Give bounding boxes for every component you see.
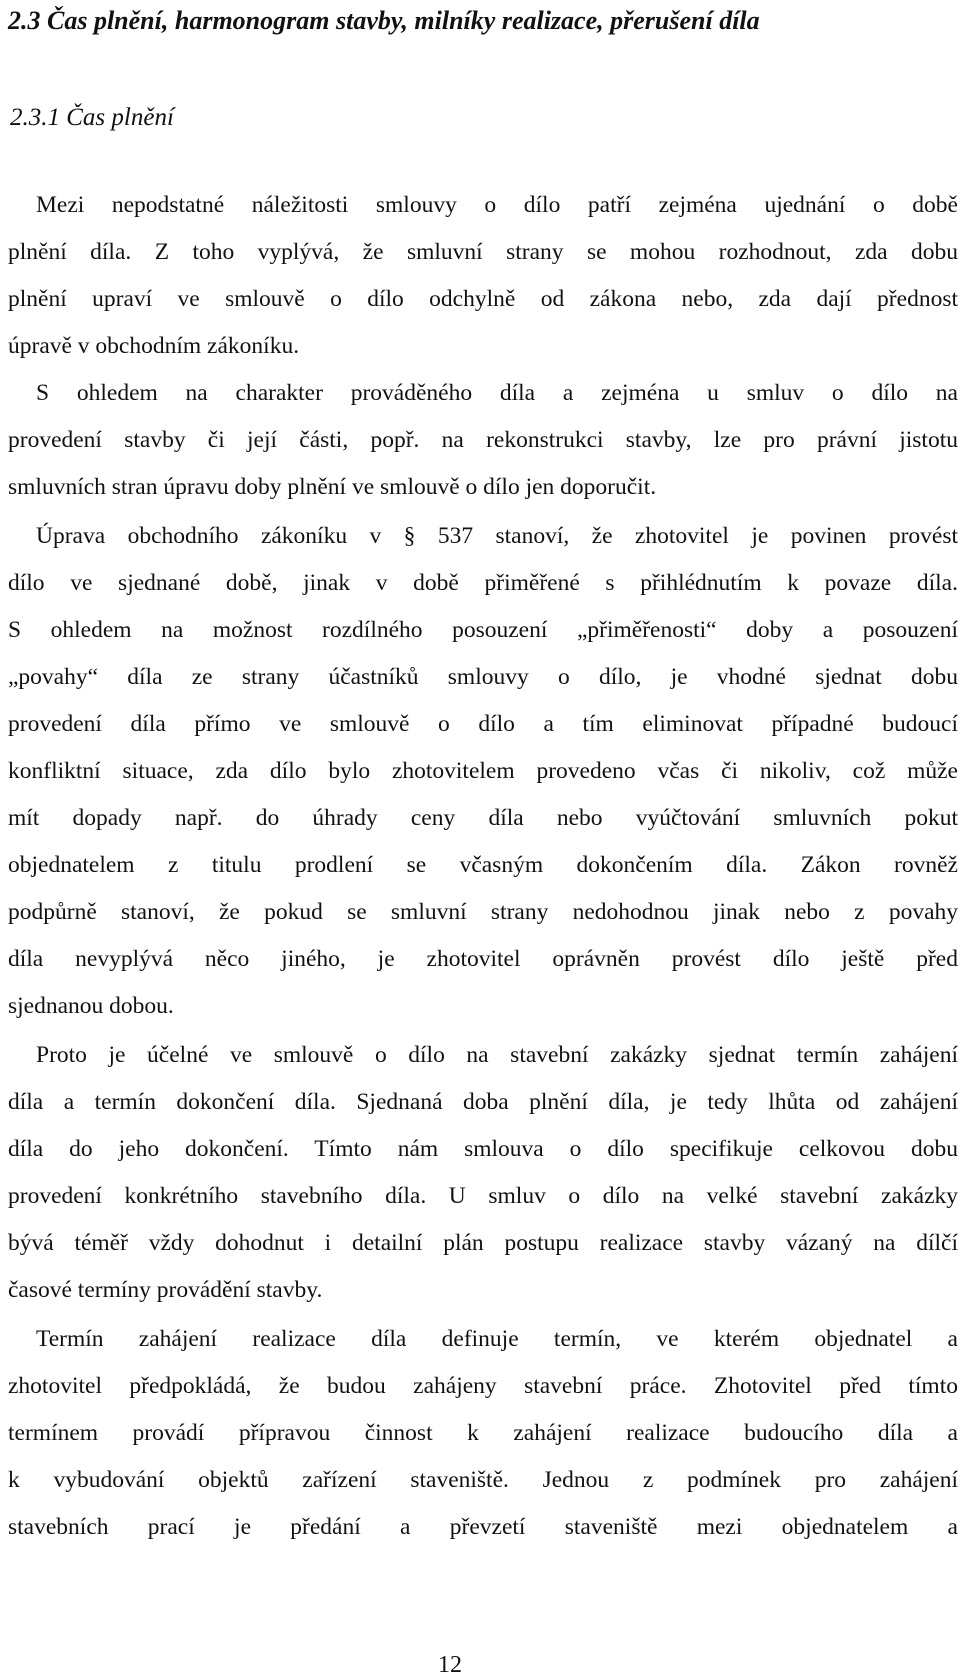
text-line: S ohledem na charakter prováděného díla a zejména u smluv o dílo na [36,380,958,406]
text-line: díla a termín dokončení díla. Sjednaná doba plnění díla, je tedy lhůta od zahájení [8,1089,958,1115]
text-line: provedení stavby či její části, popř. na rekonstrukci stavby, lze pro právní jistotu [8,427,958,453]
text-line: úpravě v obchodním zákoníku. [8,333,300,359]
text-line: plnění upraví ve smlouvě o dílo odchylně od zákona nebo, zda dají přednost [8,286,958,312]
text-line: smluvních stran úpravu doby plnění ve smlouvě o dílo jen doporučit. [8,474,657,500]
text-line: dílo ve sjednané době, jinak v době přiměřené s přihlédnutím k povaze díla. [8,570,958,596]
text-line: podpůrně stanoví, že pokud se smluvní strany nedohodnou jinak nebo z povahy [8,899,958,925]
text-line: stavebních prací je předání a převzetí staveniště mezi objednatelem a [8,1514,958,1540]
page-number: 12 [438,1652,462,1678]
text-line: mít dopady např. do úhrady ceny díla nebo vyúčtování smluvních pokut [8,805,958,831]
text-line: k vybudování objektů zařízení staveniště. Jednou z podmínek pro zahájení [8,1467,958,1493]
subsection-heading: 2.3.1 Čas plnění [10,104,174,131]
text-line: objednatelem z titulu prodlení se včasným dokončením díla. Zákon rovněž [8,852,958,878]
text-line: díla do jeho dokončení. Tímto nám smlouva o dílo specifikuje celkovou dobu [8,1136,958,1162]
text-line: Úprava obchodního zákoníku v § 537 stanoví, že zhotovitel je povinen provést [36,523,958,549]
text-line: Mezi nepodstatné náležitosti smlouvy o dílo patří zejména ujednání o době [36,192,958,218]
text-line: Proto je účelné ve smlouvě o dílo na stavební zakázky sjednat termín zahájení [36,1042,958,1068]
text-line: plnění díla. Z toho vyplývá, že smluvní strany se mohou rozhodnout, zda dobu [8,239,958,265]
text-line: Termín zahájení realizace díla definuje termín, ve kterém objednatel a [36,1326,958,1352]
text-line: konfliktní situace, zda dílo bylo zhotovitelem provedeno včas či nikoliv, což může [8,758,958,784]
text-line: provedení díla přímo ve smlouvě o dílo a tím eliminovat případné budoucí [8,711,958,737]
text-line: sjednanou dobou. [8,993,174,1019]
text-line: časové termíny provádění stavby. [8,1277,323,1303]
text-line: bývá téměř vždy dohodnut i detailní plán postupu realizace stavby vázaný na dílčí [8,1230,958,1256]
text-line: S ohledem na možnost rozdílného posouzení „přiměřenosti“ doby a posouzení [8,617,958,643]
text-line: termínem provádí přípravou činnost k zahájení realizace budoucího díla a [8,1420,958,1446]
text-line: „povahy“ díla ze strany účastníků smlouvy o dílo, je vhodné sjednat dobu [8,664,958,690]
text-line: provedení konkrétního stavebního díla. U smluv o dílo na velké stavební zakázky [8,1183,958,1209]
text-line: zhotovitel předpokládá, že budou zahájeny stavební práce. Zhotovitel před tímto [8,1373,958,1399]
section-heading: 2.3 Čas plnění, harmonogram stavby, milníky realizace, přerušení díla [8,6,760,35]
text-line: díla nevyplývá něco jiného, je zhotovitel oprávněn provést dílo ještě před [8,946,958,972]
